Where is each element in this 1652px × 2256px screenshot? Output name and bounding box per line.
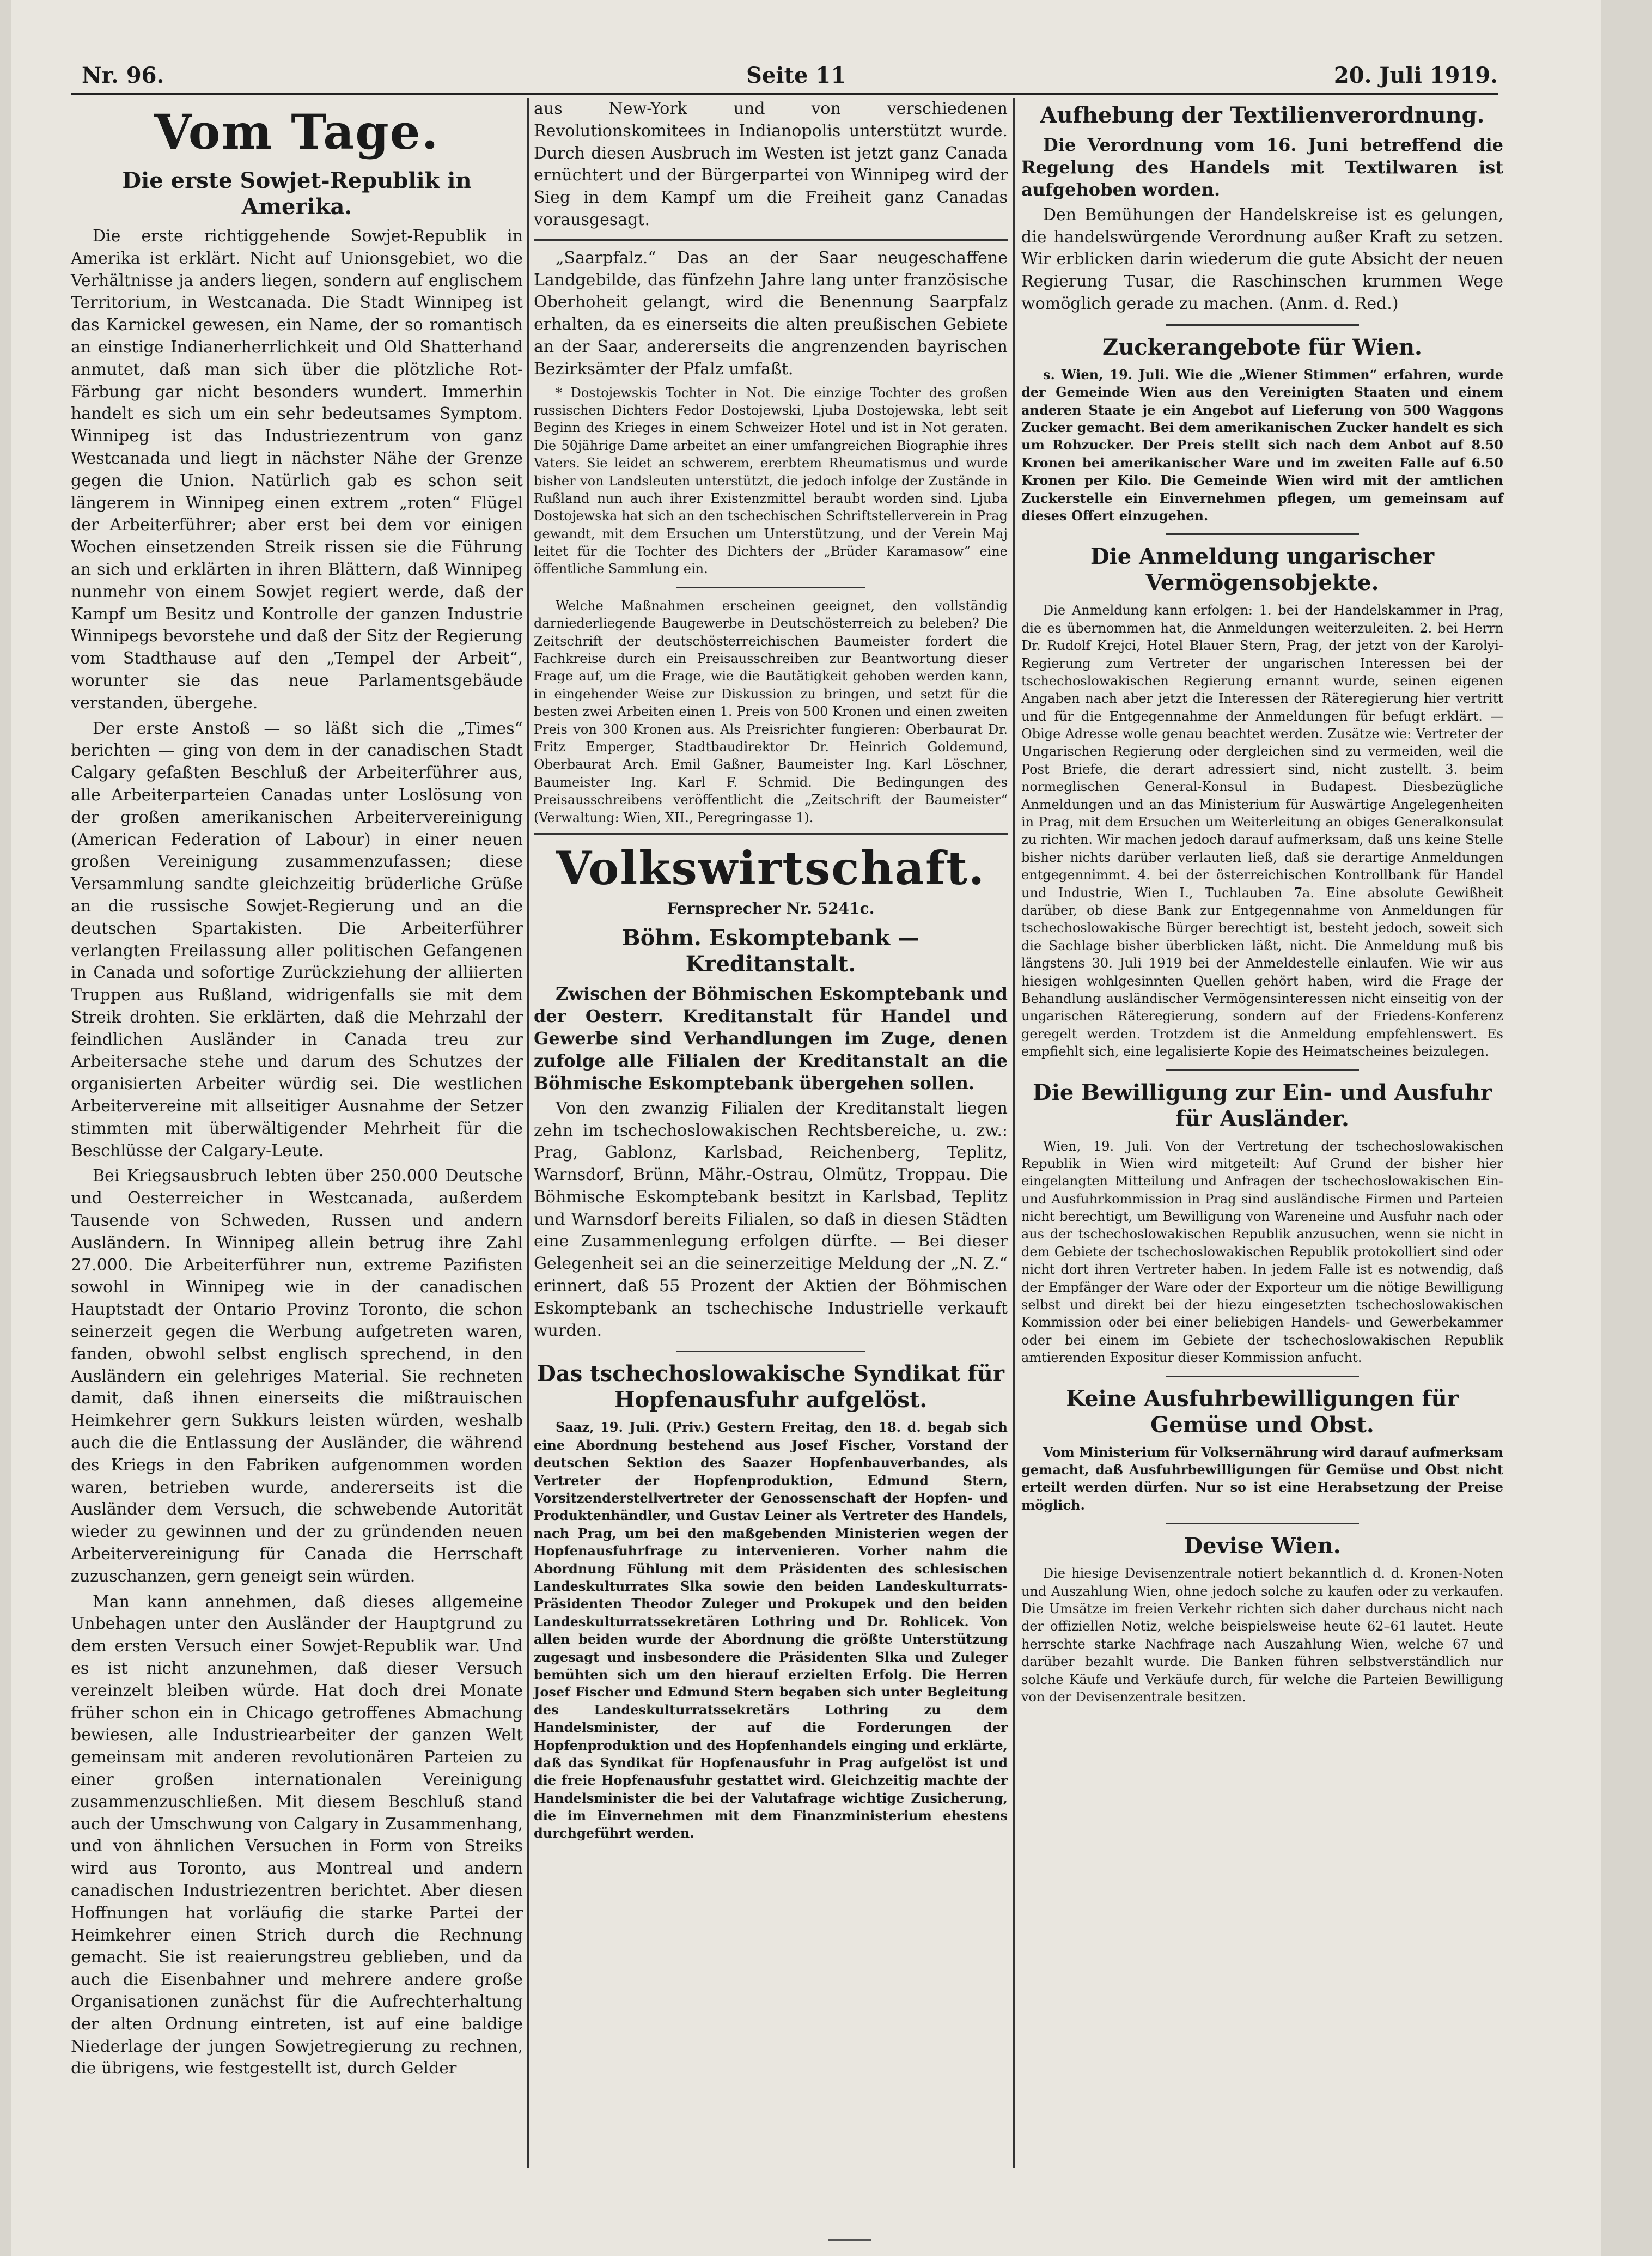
page-number: Seite 11 — [746, 63, 846, 88]
phone-number: Fernsprecher Nr. 5241c. — [667, 899, 875, 917]
column-1 — [71, 98, 523, 2088]
article-sowjet-republik — [71, 226, 523, 2080]
headline-hopfensyndikat: Das tschechoslowakische Syndikat für Hopfenausfuhr aufgelöst. — [537, 1361, 1004, 1413]
column-rule-2 — [1013, 98, 1015, 2168]
headline-zuckerangebote: Zuckerangebote für Wien. — [1102, 334, 1422, 360]
article-baugewerbe: Welche Maßnahmen erscheinen geeignet, den vollständig darniederliegende Baugewerbe in Deutschösterreich zu beleben? Die Zeitschrift der deutschösterreichischen Baumeister fordert die Fachkreise durch ein Preisausschreiben zur Beantwortung dieser Frage auf, um die Frage, wie die Bautätigkeit gehoben werden kann, in eingehender Weise zur Diskussion zu bringen, und setzt für die besten zwei Arbeiten einen 1. Preis von 500 Kronen und einen zweiten Preis von 300 Kronen aus. Als Preisrichter fungieren: Oberbaurat Dr. Fritz Emperger, Stadtbaudirektor Dr. Heinrich Goldemund, Oberbaurat Arch. Emil Gaßner, Baumeister Ing. Karl Löschner, Baumeister Ing. Karl F. Schmid. Die Bedingungen des Preisausschreibens veröffentlicht die „Zeitschrift der Baumeister“ (Verwaltung: Wien, XII., Peregringasse 1). — [534, 598, 1008, 825]
separator — [534, 239, 1008, 241]
article-zuckerangebote: s. Wien, 19. Juli. Wie die „Wiener Stimmen“ erfahren, wurde der Gemeinde Wien aus den Vereinigten Staaten und einem anderen Staate je ein Angebot auf Lieferung von 500 Waggons Zucker gemacht. Bei dem amerikanischen Zucker handelt es sich um Rohzucker. Der Preis stellt sich nach dem Anbot auf 8.50 Kronen bei amerikanischer Ware und im zweiten Falle auf 6.50 Kronen per Kilo. Die Gemeinde Wien wird mit der amtlichen Zuckerstelle ein Einvernehmen pflegen, um gemeinsam auf dieses Offert einzugehen. — [1021, 366, 1503, 524]
article-dostojewski: * Dostojewskis Tochter in Not. Die einzige Tochter des großen russischen Dichters Fedor Dostojewski, Ljuba Dostojewska, lebt seit Beginn des Krieges in einem Schweizer Hotel und ist in Not geraten. Die 50jährige Dame arbeitet an einer umfangreichen Biographie ihres Vaters. Sie leidet an schwerem, ererbtem Rheumatismus und wurde bisher von Landsleuten unterstützt, die jedoch infolge der Zustände in Rußland nun auch ihrer Existenzmittel beraubt worden sind. Ljuba Dostojewska hat sich an den tschechischen Schriftstellerverein in Prag gewandt, mit dem Ersuchen um Unterstützung, und der Verein Maj leitet für die Tochter des Dichters der „Brüder Karamasow“ eine öffentliche Sammlung ein. — [534, 385, 1008, 577]
article-devise-wien: Die hiesige Devisenzentrale notiert bekanntlich d. d. Kronen-Noten und Auszahlung Wien, ohne jedoch solche zu kaufen oder zu verkaufen. Die Umsätze im freien Verkehr richten sich daher durchaus nicht nach der offiziellen Notiz, welche beispielsweise heute 62–61 lautet. Heute herrschte starke Nachfrage nach Auszahlung Wien, welche 67 und darüber bezahlt wurde. Die Banken führen selbstverständlich nur solche Käufe und Verkäufe durch, für welche die Parteien Bewilligung von der Devisenzentrale besitzen. — [1021, 1566, 1503, 1705]
headline-textilienverordnung: Aufhebung der Textilienverordnung. — [1040, 102, 1485, 128]
newspaper-page — [11, 0, 1601, 2256]
issue-date: 20. Juli 1919. — [1333, 63, 1498, 88]
separator — [676, 1351, 865, 1352]
section-title-vom-tage: Vom Tage. — [154, 104, 440, 160]
article-anmeldung: Die Anmeldung kann erfolgen: 1. bei der Handelskammer in Prag, die es übernommen hat, die Anmeldungen weiterzuleiten. 2. bei Herrn Dr. Rudolf Krejci, Hotel Blauer Stern, Prag, der jetzt von der Karolyi-Regierung zum Vertreter der ungarischen Interessen bei der tschechoslowakischen Regierung ernannt wurde, seinen eigenen Angaben nach aber jetzt die Interessen der Räteregierung hier vertritt und für die Entgegennahme der Anmeldungen für befugt erklärt. — Obige Adresse wolle genau beachtet werden. Zusätze wie: Vertreter der Ungarischen Regierung oder dergleichen sind zu vermeiden, weil die Post Briefe, die derart adressiert sind, nicht zustellt. 3. beim normeglischen General-Konsul in Budapest. Diesbezügliche Anmeldungen und an das Ministerium für Auswärtige Angelegenheiten in Prag, mit dem Ersuchen um Weiterleitung an obiges Generalkonsulat zu richten. Wir machen jedoch darauf aufmerksam, daß uns keine Stelle bisher nichts darüber verlauten ließ, daß sie derartige Anmeldungen entgegennimmt. 4. bei der österreichischen Kontrollbank für Handel und Industrie, Wien I., Tuchlauben 7a. Eine absolute Gewißheit darüber, ob diese Bank zur Entgegennahme von Anmeldungen für tschechoslowakische Bürger berechtigt ist, besteht jedoch, soweit sich die Sachlage bisher überblicken läßt, nicht. Die Anmeldung muß bis längstens 30. Juli 1919 bei der Anmeldestelle einlaufen. Wie wir aus hiesigen wohlgesinnten Quellen gehört haben, wird die Frage der Behandlung ausländischer Vermögensinteressen nicht einseitig von der ungarischen Räteregierung, sondern auf der Friedens-Konferenz geregelt werden. Trotzdem ist die Anmeldung empfehlenswert. Es empfiehlt sich, eine legalisierte Kopie des Heimatscheines beizulegen. — [1021, 603, 1503, 1060]
article-einfuhr-ausfuhr: Wien, 19. Juli. Von der Vertretung der tschechoslowakischen Republik in Wien wird mitgeteilt: Auf Grund der bisher hier eingelangten Mitteilung und Anfragen der tschechoslowakischen Ein- und Ausfuhrkommission in Prag sind ausländische Firmen und Parteien nicht berechtigt, um Bewilligung von Wareneine und Ausfuhr nach oder aus der tschechoslowakischen Republik anzusuchen, wenn sie nicht in dem Gebiete der tschechoslowakischen Republik protokolliert sind oder nicht dort ihren Vertreter haben. In jedem Falle ist es notwendig, daß der Empfänger der Ware oder der Exporteur um die nötige Bewilligung selbst und direkt bei der hiezu eingesetzten tschechoslowakischen Kommission oder bei einer beliebigen Handels- und Gewerbekammer oder bei einem im Gebiete der tschechoslowakischen Republik amtierenden Expositur dieser Kommission anfucht. — [1021, 1138, 1503, 1366]
headline-sowjet-republik: Die erste Sowjet-Republik in Amerika. — [122, 168, 472, 220]
lead-textilienverordnung: Die Verordnung vom 16. Juni betreffend die Regelung des Handels mit Textilwaren ist aufgehoben worden. — [1021, 135, 1503, 200]
bottom-mark — [828, 2239, 871, 2247]
article-textilienverordnung: Den Bemühungen der Handelskreise ist es gelungen, die handelswürgende Verordnung außer Kraft zu setzen. Wir erblicken darin wiederum die gute Absicht der neuen Regierung Tusar, die Raschinschen krummen Wege womöglich gerade zu machen. (Anm. d. Red.) — [1021, 205, 1503, 314]
paragraph: Die erste richtiggehende Sowjet-Republik in Amerika ist erklärt. Nicht auf Unionsgebiet, wo die Verhältnisse ja anders liegen, sondern auf englischem Territorium, in Westcanada. Die Stadt Winnipeg ist das Karnickel gewesen, ein Name, der so romantisch an einstige Indianerherrlichkeit und Old Shatterhand anmutet, daß man sich über die plötzliche Rot-Färbung gar nicht besonders wundert. Immerhin handelt es sich um ein sehr bedeutsames Symptom. Winnipeg ist das Industriezentrum von ganz Westcanada und liegt in nächster Nähe der Grenze gegen die Union. Natürlich gab es schon seit längerem in Winnipeg einen extrem „roten“ Flügel der Arbeiterführer; aber erst bei dem vor einigen Wochen einsetzenden Streik rissen sie die Führung an sich und erklärten in ihren Blättern, daß Winnipeg nunmehr von einem Sowjet regiert werde, daß der Kampf um Besitz und Kontrolle der ganzen Industrie Winnipegs bevorstehe und daß der Sitz der Regierung vom Stadthause auf den „Tempel der Arbeit“, worunter sie das neue Parlamentsgebäude verstanden, übergehe. — [71, 227, 523, 713]
paragraph: Man kann annehmen, daß dieses allgemeine Unbehagen unter den Ausländer der Hauptgrund zu dem ersten Versuch einer Sowjet-Republik war. Und es ist nicht anzunehmen, daß dieser Versuch vereinzelt bleiben würde. Hat doch drei Monate früher schon ein in Chicago getroffenes Abmachung bewiesen, alle Industriearbeiter der ganzen Welt gemeinsam mit anderen revolutionären Parteien zu einer großen internationalen Vereinigung zusammenzuschließen. Mit diesem Beschluß stand auch der Umschwung von Calgary in Zusammenhang, und von ähnlichen Versuchen in Form von Streiks wird aus Toronto, aus Montreal und andern canadischen Industriezentren berichtet. Aber diesen Hoffnungen hat vorläufig die starke Partei der Heimkehrer einen Strich durch die Rechnung gemacht. Sie ist reaierungstreu geblieben, und da auch die Eisenbahner und mehrere andere große Organisationen zunächst für die Aufrechterhaltung der alten Ordnung eintreten, ist auf eine baldige Niederlage der jungen Sowjetregierung zu rechnen, die übrigens, wie festgestellt ist, durch Gelder — [71, 1592, 523, 2078]
section-title-volkswirtschaft: Volkswirtschaft. — [556, 841, 986, 895]
lead-eskomptebank: Zwischen der Böhmischen Eskomptebank und der Oesterr. Kreditanstalt für Handel und Gewerbe sind Verhandlungen im Zuge, denen zufolge alle Filialen der Kreditanstalt an die Böhmische Eskomptebank übergehen sollen. — [534, 983, 1008, 1093]
separator — [1166, 533, 1359, 535]
separator — [1166, 324, 1359, 326]
article-saarpfalz: „Saarpfalz.“ Das an der Saar neugeschaffene Landgebilde, das fünfzehn Jahre lang unter französische Oberhoheit gelangt, wird die Benennung Saarpfalz erhalten, da es einerseits die alten preußischen Gebiete an der Saar, andererseits die angrenzenden bayrischen Bezirksämter der Pfalz umfaßt. — [534, 248, 1008, 379]
column-rule-1 — [527, 98, 529, 2168]
page-header — [60, 52, 1498, 95]
separator — [1166, 1376, 1359, 1377]
separator — [1166, 1523, 1359, 1524]
headline-einfuhr-ausfuhr: Die Bewilligung zur Ein- und Ausfuhr für Ausländer. — [1033, 1079, 1492, 1132]
article-continuation: aus New-York und von verschiedenen Revolutionskomitees in Indianopolis unterstützt wurde. Durch diesen Ausbruch im Westen ist jetzt ganz Canada ernüchtert und der Bürgerpartei von Winnipeg wird der Sieg in dem Kampf um die Freiheit ganz Canadas vorausgesagt. — [534, 99, 1008, 229]
separator — [676, 587, 865, 588]
headline-anmeldung: Die Anmeldung ungarischer Vermögensobjekte. — [1090, 544, 1435, 596]
article-hopfensyndikat: Saaz, 19. Juli. (Priv.) Gestern Freitag, den 18. d. begab sich eine Abordnung bestehend aus Josef Fischer, Vorstand der deutschen Sektion des Saazer Hopfenbauverbandes, als Vertreter der Hopfenproduktion, Edmund Stern, Vorsitzenderstellvertreter der Genossenschaft der Hopfen- und Produktenhändler, und Gustav Leiner als Vertreter des Handels, nach Prag, um bei den maßgebenden Ministerien wegen der Hopfenausfuhrfrage zu intervenieren. Vorher nahm die Abordnung Fühlung mit dem Präsidenten des schlesischen Landeskulturrates Slka sowie den beiden Landeskulturrats-Präsidenten Theodor Zuleger und Prokupek und den beiden Landeskulturratssekretären Lothring und Dr. Rohlicek. Von allen beiden wurde der Abordnung die größte Unterstützung zugesagt und insbesondere die Präsidenten Slka und Zuleger bemühten sich um den hierauf erzielten Erfolg. Die Herren Josef Fischer und Edmund Stern begaben sich unter Begleitung des Landeskulturratssekretärs Lothring zu dem Handelsminister, der auf die Forderungen der Hopfenproduktion und des Hopfenhandels einging und erklärte, daß das Syndikat für Hopfenausfuhr in Prag aufgelöst ist und die freie Hopfenausfuhr gestattet wird. Gleichzeitig machte der Handelsminister die bei der Valutafrage wichtige Zusicherung, die im Einvernehmen mit dem Finanzministerium ehestens durchgeführt werden. — [534, 1419, 1008, 1841]
headline-devise-wien: Devise Wien. — [1184, 1533, 1341, 1559]
issue-number: Nr. 96. — [82, 63, 164, 88]
separator — [1166, 1069, 1359, 1071]
header-rule — [71, 93, 1498, 95]
paragraph: Bei Kriegsausbruch lebten über 250.000 Deutsche und Oesterreicher in Westcanada, außerdem Tausende von Schweden, Russen und andern Ausländern. In Winnipeg allein betrug ihre Zahl 27.000. Die Arbeiterführer nun, extreme Pazifisten sowohl in Winnipeg wie in der canadischen Hauptstadt der Ontario Provinz Toronto, die schon seinerzeit gegen die Werbung aufgetreten waren, fanden, obwohl selbst englisch sprechend, in den Ausländern ein gelehriges Material. Sie rechneten damit, daß ihnen einerseits die mißtrauischen Heimkehrer gern Sukkurs leisten würden, weshalb auch die die Entlassung der Ausländer, die während des Kriegs in den Fabriken aufgenommen worden waren, betrieben wurde, andererseits ist die Ausländer dem Versuch, die schwebende Autorität wieder zu gewinnen und der zu gründenden neuen Arbeitervereinigung für Canada die Herrschaft zuzuschanzen, gern geneigt sein würden. — [71, 1166, 523, 1586]
headline-eskomptebank: Böhm. Eskomptebank — Kreditanstalt. — [622, 925, 919, 977]
column-2 — [534, 98, 1008, 1846]
article-eskomptebank: Von den zwanzig Filialen der Kreditanstalt liegen zehn im tschechoslowakischen Rechtsbereiche, u. zw.: Prag, Gablonz, Karlsbad, Reichenberg, Teplitz, Warnsdorf, Brünn, Mähr.-Ostrau, Olmütz, Troppau. Die Böhmische Eskomptebank besitzt in Karlsbad, Teplitz und Warnsdorf bereits Filialen, so daß in diesen Städten eine Zusammenlegung erfolgen dürfte. — Bei dieser Gelegenheit sei an die seinerzeitige Meldung der „N. Z.“ erinnert, daß 55 Prozent der Aktien der Böhmischen Eskomptebank an tschechische Industrielle verkauft wurden. — [534, 1098, 1008, 1340]
paragraph: Der erste Anstoß — so läßt sich die „Times“ berichten — ging von dem in der canadischen Stadt Calgary gefaßten Beschluß der Arbeiterführer aus, alle Arbeiterparteien Canadas unter Loslösung von der großen amerikanischen Arbeitervereinigung (American Federation of Labour) in einer neuen großen Vereinigung zusammenzufassen; diese Versammlung sandte gleichzeitig brüderliche Grüße an die russische Sowjet-Regierung und an die deutschen Spartakisten. Die Arbeiterführer verlangten Freilassung aller politischen Gefangenen in Canada und sofortige Zurückziehung der alliierten Truppen aus Rußland, widrigenfalls sie mit dem Streik drohten. Sie erklärten, daß die Mehrzahl der feindlichen Ausländer in Canada treu zur Arbeitersache stehe und darum des Schutzes der organisierten Arbeiter würdig sei. Die westlichen Arbeitervereine mit allseitiger Ausnahme der Setzer stimmten mit überwältigender Mehrheit für die Beschlüsse der Calgary-Leute. — [71, 719, 523, 1160]
separator — [534, 833, 1008, 835]
column-3 — [1021, 98, 1503, 1709]
headline-gemuese-obst: Keine Ausfuhrbewilligungen für Gemüse und Obst. — [1066, 1385, 1459, 1438]
article-gemuese-obst: Vom Ministerium für Volksernährung wird darauf aufmerksam gemacht, daß Ausfuhrbewilligungen für Gemüse und Obst nicht erteilt werden dürfen. Nur so ist eine Herabsetzung der Preise möglich. — [1021, 1444, 1503, 1513]
